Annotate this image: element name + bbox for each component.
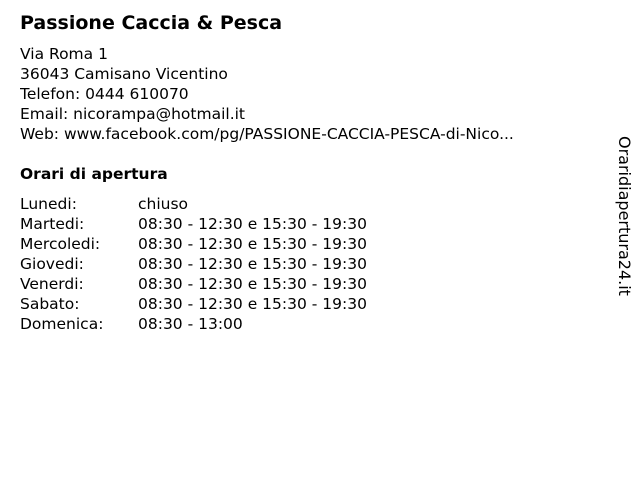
hours-row-monday — [20, 194, 367, 214]
phone-number: Telefon: 0444 610070 — [20, 85, 189, 103]
address-street: Via Roma 1 — [20, 45, 108, 63]
day-label: Sabato: — [20, 295, 80, 313]
address-city: 36043 Camisano Vicentino — [20, 65, 228, 83]
hours-value: chiuso — [138, 195, 189, 213]
hours-row-saturday — [20, 294, 367, 314]
hours-value: 08:30 - 12:30 e 15:30 - 19:30 — [138, 295, 367, 313]
opening-hours-table — [20, 194, 367, 334]
day-label: Venerdi: — [20, 275, 84, 293]
hours-row-tuesday — [20, 214, 367, 234]
day-label: Martedi: — [20, 215, 85, 233]
day-label: Lunedi: — [20, 195, 77, 213]
hours-value: 08:30 - 13:00 — [138, 315, 243, 333]
day-label: Domenica: — [20, 315, 104, 333]
website-url: Web: www.facebook.com/pg/PASSIONE-CACCIA-PESCA-di-Nico... — [20, 125, 514, 143]
site-watermark: Oraridiapertura24.it — [615, 136, 634, 296]
day-label: Mercoledi: — [20, 235, 101, 253]
hours-row-friday — [20, 274, 367, 294]
hours-row-thursday — [20, 254, 367, 274]
hours-value: 08:30 - 12:30 e 15:30 - 19:30 — [138, 235, 367, 253]
hours-value: 08:30 - 12:30 e 15:30 - 19:30 — [138, 215, 367, 233]
email-address: Email: nicorampa@hotmail.it — [20, 105, 245, 123]
hours-value: 08:30 - 12:30 e 15:30 - 19:30 — [138, 255, 367, 273]
contact-info — [20, 44, 605, 144]
hours-row-wednesday — [20, 234, 367, 254]
opening-hours-heading: Orari di apertura — [20, 165, 168, 183]
business-name: Passione Caccia & Pesca — [20, 12, 283, 34]
hours-row-sunday — [20, 314, 367, 334]
hours-value: 08:30 - 12:30 e 15:30 - 19:30 — [138, 275, 367, 293]
day-label: Giovedi: — [20, 255, 84, 273]
